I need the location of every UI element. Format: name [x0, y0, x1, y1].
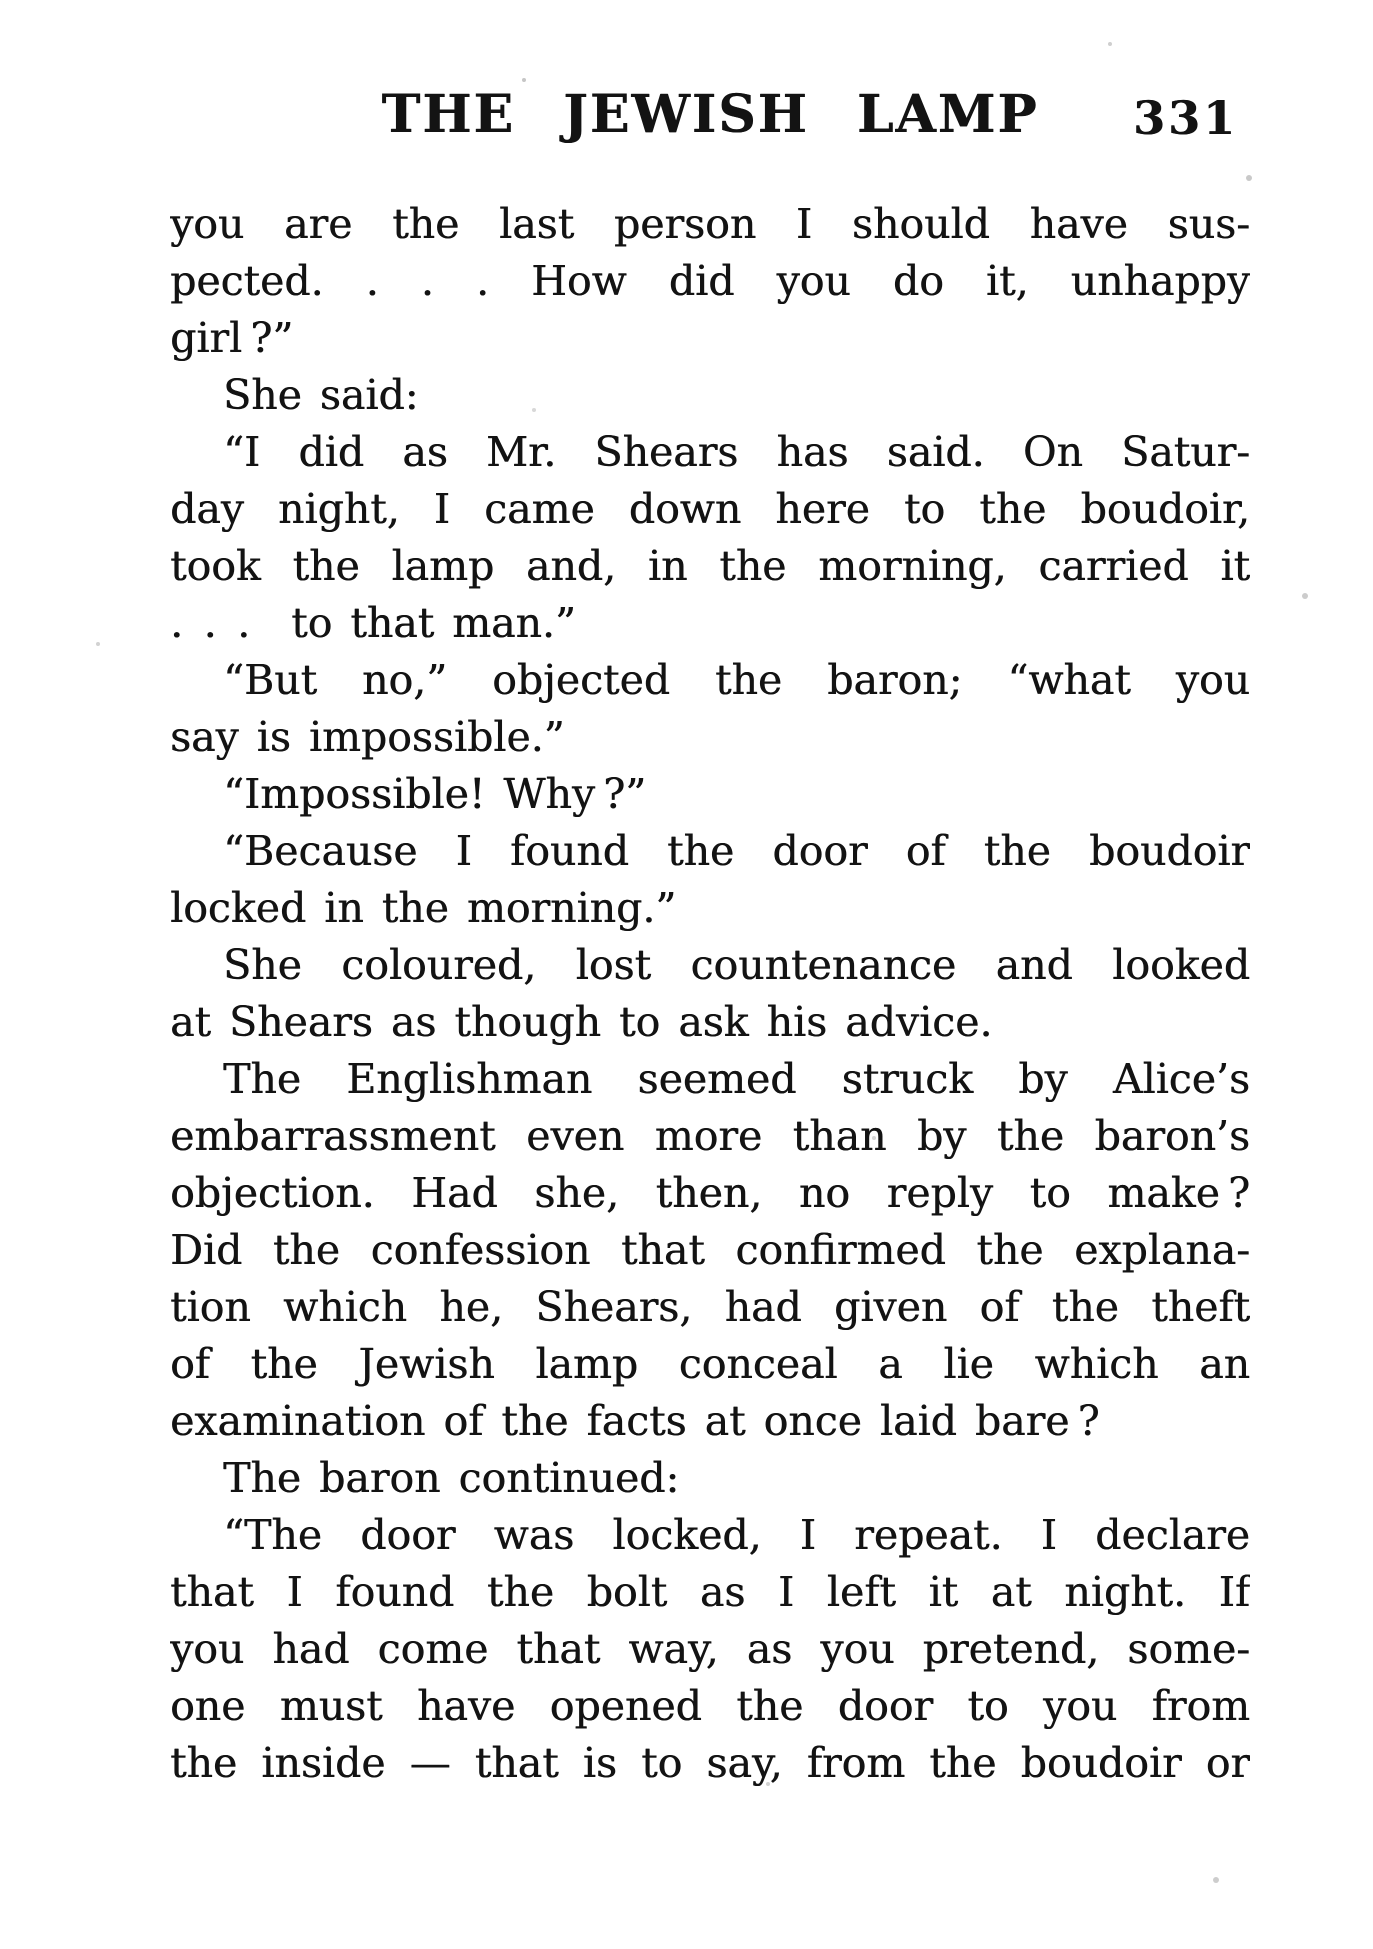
- text-line: The Englishman seemed struck by Alice’s: [223, 1055, 1250, 1103]
- text-line: the inside — that is to say, from the boudoir or: [170, 1739, 1250, 1787]
- paragraph: [170, 652, 1250, 766]
- text-line: She coloured, lost countenance and looked: [223, 941, 1250, 989]
- text-line: “Because I found the door of the boudoir: [223, 827, 1250, 875]
- text-line: “The door was locked, I repeat. I declare: [223, 1511, 1250, 1559]
- text-block: [170, 196, 1250, 1792]
- paragraph: [170, 1507, 1250, 1792]
- text-line: “But no,” objected the baron; “what you: [223, 656, 1250, 704]
- paragraph: [170, 937, 1250, 1051]
- text-line: She said:: [223, 371, 419, 419]
- text-line: The baron continued:: [223, 1454, 680, 1502]
- paragraph: [170, 367, 1250, 424]
- text-line: “I did as Mr. Shears has said. On Satur-: [223, 428, 1250, 476]
- scan-speck: [522, 78, 526, 82]
- text-line: of the Jewish lamp conceal a lie which an: [170, 1340, 1250, 1388]
- text-line: embarrassment even more than by the baron’s: [170, 1112, 1250, 1160]
- page-number: 331: [1132, 91, 1238, 145]
- text-line: at Shears as though to ask his advice.: [170, 998, 993, 1046]
- text-line: “Impossible! Why ?”: [223, 770, 647, 818]
- paragraph: [170, 766, 1250, 823]
- text-line: pected. . . . How did you do it, unhappy: [170, 257, 1250, 305]
- text-line: say is impossible.”: [170, 713, 565, 761]
- text-line: you had come that way, as you pretend, some-: [170, 1625, 1250, 1673]
- paragraph: [170, 1450, 1250, 1507]
- running-header-title: THE JEWISH LAMP: [381, 84, 1039, 145]
- paragraph: [170, 1051, 1250, 1450]
- text-line: Did the confession that confirmed the explana-: [170, 1226, 1250, 1274]
- text-line: locked in the morning.”: [170, 884, 677, 932]
- text-line: tion which he, Shears, had given of the theft: [170, 1283, 1250, 1331]
- text-line: objection. Had she, then, no reply to make ?: [170, 1169, 1250, 1217]
- text-line: one must have opened the door to you from: [170, 1682, 1250, 1730]
- running-header: [170, 86, 1250, 144]
- text-line: examination of the facts at once laid bare ?: [170, 1397, 1100, 1445]
- text-line: that I found the bolt as I left it at night. If: [170, 1568, 1250, 1616]
- paragraph: [170, 823, 1250, 937]
- text-line: took the lamp and, in the morning, carried it: [170, 542, 1250, 590]
- paragraph: [170, 196, 1250, 367]
- paragraph: [170, 424, 1250, 652]
- text-line: girl ?”: [170, 314, 294, 362]
- text-line: . . . to that man.”: [170, 599, 576, 647]
- text-line: you are the last person I should have sus-: [170, 200, 1250, 248]
- text-line: day night, I came down here to the boudoir,: [170, 485, 1250, 533]
